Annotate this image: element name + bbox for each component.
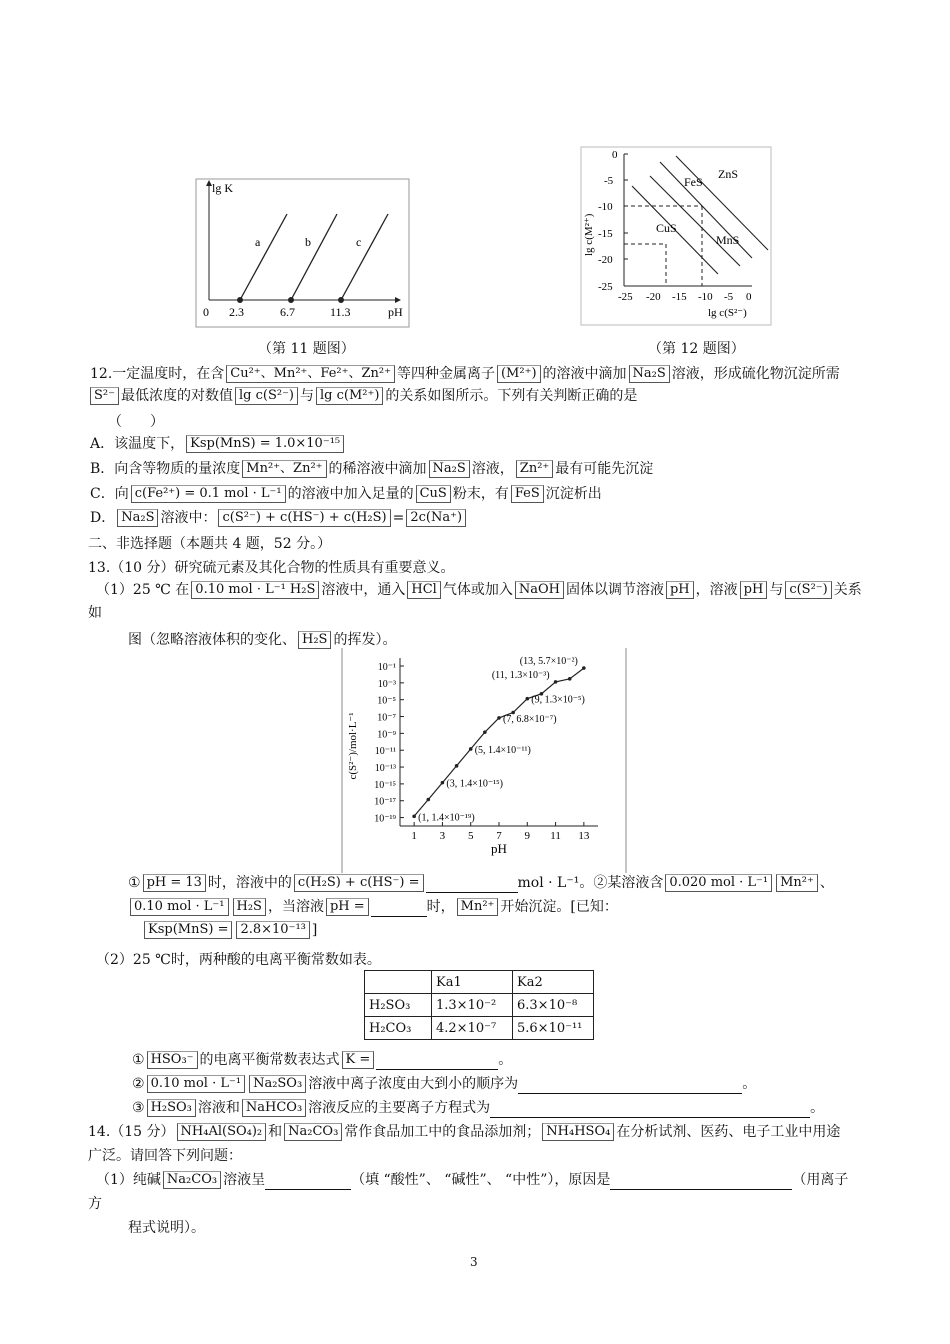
text: 的关系如图所示。下列有关判断正确的是 (385, 388, 638, 404)
y-tick-label: 10⁻³ (377, 678, 396, 690)
fig11-label-b: b (305, 235, 311, 249)
data-label: (1, 1.4×10⁻¹⁹) (418, 812, 475, 824)
formula: 0.10 mol · L⁻¹ (147, 1075, 246, 1093)
q13-part1-sub3 (142, 920, 317, 940)
text: （填 “酸性”、 “碱性”、 “中性”），原因是 (351, 1172, 611, 1188)
q12-option-a (90, 434, 346, 454)
text: ，当溶液 (267, 899, 324, 915)
formula: pH = (326, 898, 369, 916)
formula: c(H₂S) + c(HS⁻) = (294, 874, 424, 892)
fig12-ytick: -25 (598, 281, 613, 293)
s2-ph-chart-svg (340, 648, 630, 873)
formula: Mn²⁺ (776, 874, 818, 892)
text: 溶液中离子浓度由大到小的顺序为 (308, 1076, 519, 1092)
y-tick-label: 10⁻¹⁵ (374, 779, 396, 791)
text: 沉淀析出 (545, 486, 602, 502)
data-label: (9, 1.3×10⁻⁵) (531, 694, 585, 706)
fig12-caption: （第 12 题图） (648, 341, 745, 357)
text: （用离子 (792, 1172, 849, 1188)
q13-part1-sub2 (128, 897, 618, 917)
text: ① (132, 1052, 145, 1068)
data-label: (13, 5.7×10⁻²) (519, 656, 578, 668)
text: 的溶液中滴加 (542, 366, 627, 382)
text: = (392, 510, 405, 526)
formula: H₂SO₃ (147, 1099, 196, 1117)
text: 、 (819, 875, 834, 891)
text: 与 (300, 388, 314, 404)
text: 时， (426, 899, 455, 915)
text: 。 (498, 1052, 513, 1068)
answer-blank-3[interactable] (376, 1069, 498, 1070)
fig12-ytick: -15 (598, 228, 613, 240)
formula: Na₂S (429, 460, 470, 478)
formula: pH = 13 (143, 874, 206, 892)
data-point (483, 730, 487, 734)
fig12-xtick: -20 (646, 291, 661, 303)
fig12-label-fes: FeS (684, 175, 703, 189)
formula: Na₂CO₃ (163, 1171, 221, 1189)
formula: 0.10 mol · L⁻¹ H₂S (191, 581, 319, 599)
text: 最有可能先沉淀 (555, 461, 654, 477)
formula: 0.10 mol · L⁻¹ (130, 898, 229, 916)
line-b (291, 214, 337, 300)
fig12-xtick: -5 (724, 291, 734, 303)
formula: Mn²⁺、Zn²⁺ (242, 460, 326, 478)
y-tick-label: 10⁻¹¹ (374, 746, 396, 758)
text: 溶液，形成硫化物沉淀所需 (671, 366, 840, 382)
x-axis-label: pH (491, 841, 507, 856)
data-point (455, 764, 459, 768)
formula: 2c(Na⁺) (406, 509, 466, 527)
fig12-xtick: -10 (698, 291, 713, 303)
data-label: (7, 6.8×10⁻⁷) (503, 713, 557, 725)
q13-part1-sub1 (128, 873, 834, 893)
q12-option-b (90, 459, 653, 479)
fig12-label-mns: MnS (716, 233, 740, 247)
formula: Ksp(MnS) = (144, 921, 232, 939)
table-cell (365, 971, 432, 994)
fig11-label-c: c (356, 235, 362, 249)
y-tick-label: 10⁻¹⁷ (374, 796, 396, 808)
formula: NH₄HSO₄ (542, 1123, 614, 1141)
answer-blank-1[interactable] (426, 892, 518, 893)
text: A．该温度下， (90, 436, 185, 452)
q14-part1 (96, 1170, 848, 1190)
fig11-tick: 2.3 (229, 305, 244, 319)
q12-option-c (90, 484, 602, 504)
text: 时，溶液中的 (207, 875, 292, 891)
formula: pH (740, 581, 768, 599)
formula: Zn²⁺ (516, 460, 553, 478)
x-tick-label: 5 (467, 830, 474, 842)
text: 气体或加入 (442, 582, 513, 598)
fig12-ytick: -5 (604, 175, 614, 187)
data-label: (3, 1.4×10⁻¹⁵) (446, 778, 503, 790)
data-point (469, 747, 473, 751)
q12-line1 (90, 364, 840, 384)
table-header-row (365, 971, 594, 994)
formula: CuS (416, 485, 451, 503)
text: 溶液呈 (223, 1172, 266, 1188)
formula: Ksp(MnS) = 1.0×10⁻¹⁵ (186, 435, 344, 453)
text: 溶液和 (197, 1100, 240, 1116)
text: ① (128, 875, 141, 891)
text: 的稀溶液中滴加 (328, 461, 427, 477)
text: 等四种金属离子 (396, 366, 495, 382)
figure-12 (580, 146, 772, 326)
answer-blank-4[interactable] (518, 1093, 742, 1094)
formula: lg c(S²⁻) (235, 387, 298, 405)
table-cell: 4.2×10⁻⁷ (432, 1017, 513, 1040)
fig11-caption: （第 11 题图） (258, 341, 355, 357)
table-cell: H₂CO₃ (365, 1017, 432, 1040)
text: 开始沉淀。[已知： (500, 899, 618, 915)
formula: Na₂SO₃ (249, 1075, 306, 1093)
data-point (582, 666, 586, 670)
y-tick-label: 10⁻⁹ (377, 729, 396, 741)
text: 的电离平衡常数表达式 (199, 1052, 340, 1068)
formula: FeS (511, 485, 544, 503)
text: 固体以调节溶液 (565, 582, 664, 598)
text: ② (132, 1076, 145, 1092)
text: 与 (769, 582, 784, 598)
figure-12-plot (580, 146, 772, 326)
data-point (412, 815, 416, 819)
q14-line2: 广泛。请回答下列问题： (88, 1148, 242, 1164)
data-point (441, 781, 445, 785)
formula: 0.020 mol · L⁻¹ (665, 874, 772, 892)
fig12-xlabel: lg c(S²⁻) (708, 307, 747, 319)
text: 的溶液中加入足量的 (287, 486, 414, 502)
ka-table (364, 970, 594, 1040)
formula: S²⁻ (90, 387, 119, 405)
formula: Na₂S (117, 509, 158, 527)
text: ] (311, 922, 318, 938)
answer-blank-5[interactable] (490, 1117, 810, 1118)
table-cell: Ka1 (432, 971, 513, 994)
formula: NH₄Al(SO₄)₂ (177, 1123, 267, 1141)
table-cell: 5.6×10⁻¹¹ (513, 1017, 594, 1040)
data-label: (5, 1.4×10⁻¹¹) (474, 744, 531, 756)
text: 粉末，有 (452, 486, 509, 502)
y-tick-label: 10⁻¹ (377, 662, 396, 673)
line-c (341, 214, 388, 300)
q13-part2-sub1 (132, 1050, 512, 1070)
fig11-tick: 11.3 (330, 305, 351, 319)
formula: Mn²⁺ (457, 898, 499, 916)
formula: H₂S (298, 631, 331, 649)
table-row (365, 1017, 594, 1040)
data-label: (11, 1.3×10⁻³) (491, 669, 550, 681)
series-line (414, 668, 584, 816)
fig12-xtick: 0 (746, 291, 752, 303)
q13-part2-sub3 (132, 1098, 824, 1118)
text: 和 (268, 1124, 283, 1140)
fig12-ytick: 0 (612, 149, 618, 161)
text: ③ (132, 1100, 145, 1116)
table-cell: Ka2 (513, 971, 594, 994)
formula: Cu²⁺、Mn²⁺、Fe²⁺、Zn²⁺ (226, 365, 395, 383)
text: （1）纯碱 (96, 1172, 161, 1188)
x-tick-label: 11 (550, 830, 561, 842)
y-tick-label: 10⁻⁷ (377, 712, 396, 724)
data-point (426, 798, 430, 802)
formula: 2.8×10⁻¹³ (236, 921, 309, 939)
text: 溶液， (471, 461, 514, 477)
formula: c(S²⁻) + c(HS⁻) + c(H₂S) (218, 509, 390, 527)
formula: c(S²⁻) (785, 581, 831, 599)
fig12-label-cus: CuS (656, 221, 677, 235)
text: 常作食品加工中的食品添加剂； (344, 1124, 541, 1140)
fig12-ytick: -10 (598, 201, 613, 213)
formula: Na₂S (629, 365, 670, 383)
text: 关系 (833, 582, 862, 598)
y-tick-label: 10⁻⁵ (377, 695, 396, 707)
y-axis-label: c(S²⁻)/mol·L⁻¹ (347, 712, 359, 780)
answer-blank-2[interactable] (371, 916, 427, 917)
formula: NaHCO₃ (242, 1099, 306, 1117)
table-cell: H₂SO₃ (365, 994, 432, 1017)
figure-11 (195, 178, 410, 328)
q12-answer-paren: （ ） (108, 414, 164, 430)
formula: HSO₃⁻ (147, 1051, 198, 1069)
y-tick-label: 10⁻¹³ (374, 763, 396, 775)
data-point (554, 680, 558, 684)
section-2-heading: 二、非选择题（本题共 4 题，52 分。） (88, 536, 332, 552)
text: D． (90, 510, 116, 526)
q12-option-d (90, 508, 468, 528)
page-number: 3 (470, 1255, 478, 1269)
line-a (240, 214, 287, 300)
fig11-tick: 6.7 (280, 305, 295, 319)
text: 溶液中： (160, 510, 217, 526)
fig12-label-zns: ZnS (718, 167, 739, 181)
q13-part1-ru: 如 (88, 605, 102, 621)
q13-part1-line1 (96, 580, 862, 600)
s2-ph-chart (340, 648, 630, 873)
text: 在分析试剂、医药、电子工业中用途 (616, 1124, 841, 1140)
text: 的挥发）。 (333, 632, 397, 648)
text: 最低浓度的对数值 (120, 388, 233, 404)
answer-blank-6[interactable] (265, 1189, 351, 1190)
text: 图（忽略溶液体积的变化、 (128, 632, 296, 648)
fig11-origin: 0 (203, 305, 209, 319)
q14-part1-end: 程式说明）。 (128, 1220, 205, 1236)
answer-blank-7[interactable] (610, 1189, 792, 1190)
text: C．向 (90, 486, 129, 502)
table-cell: 6.3×10⁻⁸ (513, 994, 594, 1017)
formula: K = (342, 1051, 375, 1069)
fig12-ylabel: lg c(M²⁺) (583, 213, 595, 256)
q13-part2-sub2 (132, 1074, 756, 1094)
table-cell: 1.3×10⁻² (432, 994, 513, 1017)
data-point (568, 677, 572, 681)
formula: NaOH (515, 581, 564, 599)
text: 溶液中，通入 (321, 582, 406, 598)
data-point (525, 697, 529, 701)
fig12-xtick: -15 (672, 291, 687, 303)
text: （1）25 ℃ 在 (96, 582, 190, 598)
text: ，溶液 (695, 582, 738, 598)
formula: (M²⁺) (497, 365, 541, 383)
formula: pH (666, 581, 694, 599)
formula: c(Fe²⁺) = 0.1 mol · L⁻¹ (131, 485, 286, 503)
text: 。 (742, 1076, 757, 1092)
figure-11-plot (195, 178, 410, 328)
formula: lg c(M²⁺) (316, 387, 383, 405)
x-tick-label: 1 (411, 830, 417, 842)
data-point (497, 716, 501, 720)
fig12-ytick: -20 (598, 254, 613, 266)
formula: HCl (407, 581, 440, 599)
text: 溶液反应的主要离子方程式为 (308, 1100, 491, 1116)
y-tick-label: 10⁻¹⁹ (374, 813, 396, 825)
q13-title: 13.（10 分）研究硫元素及其化合物的性质具有重要意义。 (88, 560, 455, 576)
q13-part1-line2 (128, 630, 396, 650)
text: 。 (810, 1100, 825, 1116)
q14-line1 (88, 1122, 840, 1142)
x-tick-label: 9 (524, 830, 531, 842)
q13-part2: （2）25 ℃时，两种酸的电离平衡常数如表。 (96, 952, 381, 968)
formula: Na₂CO₃ (284, 1123, 342, 1141)
x-tick-label: 13 (578, 830, 590, 842)
x-tick-label: 3 (439, 830, 446, 842)
q12-line2 (88, 386, 637, 406)
fig11-label-a: a (255, 235, 261, 249)
text: B．向含等物质的量浓度 (90, 461, 241, 477)
fig11-ylabel: lg K (212, 181, 233, 195)
text: 。②某溶液含 (579, 875, 664, 891)
x-tick-label: 7 (496, 830, 502, 842)
q14-part1-fang: 方 (88, 1196, 102, 1212)
formula: H₂S (233, 898, 266, 916)
table-row (365, 994, 594, 1017)
fig11-xlabel: pH (388, 305, 403, 319)
text: 12.一定温度时，在含 (90, 366, 225, 382)
text: mol · L⁻¹ (517, 875, 580, 891)
fig12-xtick: -25 (618, 291, 633, 303)
text: 14.（15 分） (88, 1124, 175, 1140)
